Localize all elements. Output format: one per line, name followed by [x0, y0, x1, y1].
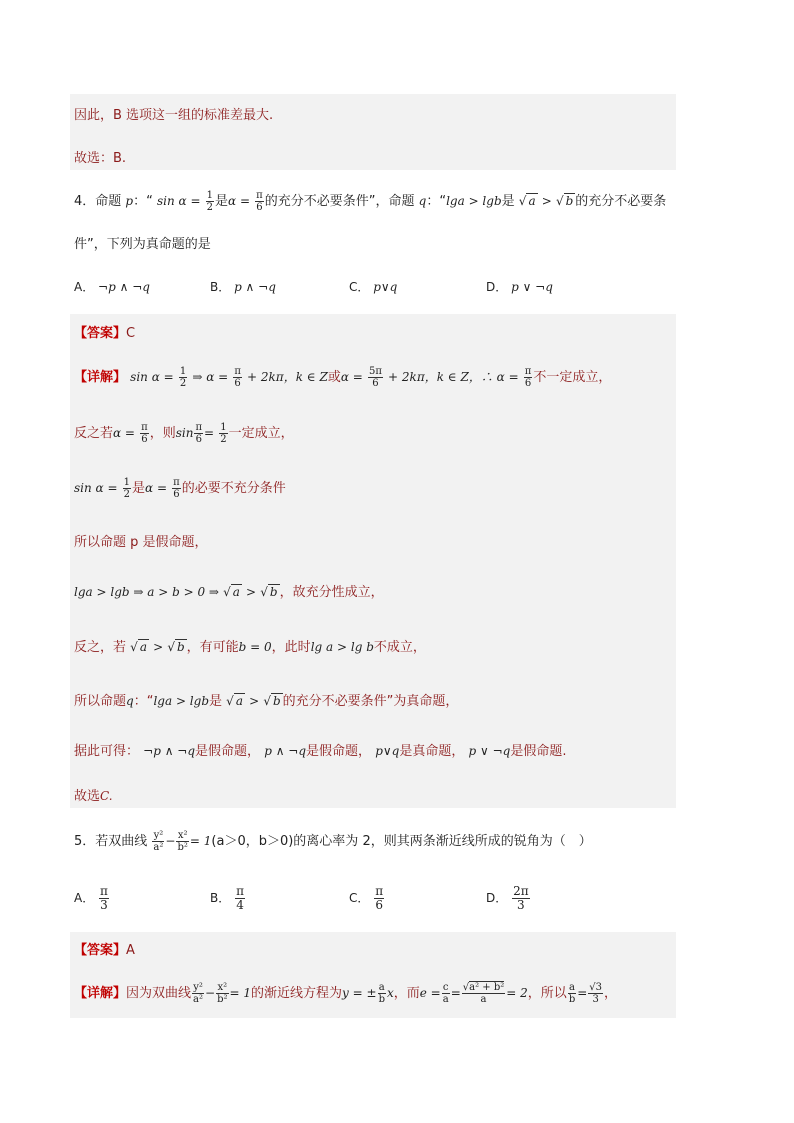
- frac-den: 3: [592, 994, 599, 1005]
- frac-num: π: [173, 477, 180, 488]
- quote-open-2: ：“: [426, 194, 447, 209]
- gt-sign: >: [153, 640, 164, 654]
- prop-p: p: [125, 194, 134, 208]
- frac-den: 2: [179, 378, 187, 389]
- option-label: D．: [486, 891, 508, 905]
- radicand: a² + b²: [469, 982, 505, 993]
- math-expr: ⇒ α =: [192, 370, 229, 384]
- frac-num: π: [100, 884, 108, 898]
- frac-den: 6: [234, 378, 241, 389]
- x2-over-b2: [216, 982, 228, 1005]
- frac-num: a: [569, 982, 575, 993]
- prev-conclusion: 因此，B 选项这一组的标准差最大.: [74, 108, 274, 123]
- pi-over-6: [140, 422, 149, 445]
- frac-num: x²: [177, 830, 188, 841]
- math-expr: =: [204, 426, 215, 440]
- text: 是假命题，: [195, 744, 261, 759]
- q5-stem: [74, 830, 592, 853]
- frac-num: π: [524, 366, 532, 377]
- half-fraction: [206, 190, 214, 213]
- sqrt-a: √ a: [226, 694, 243, 708]
- pi-over-6: [524, 366, 533, 389]
- option-fraction: [99, 885, 109, 912]
- frac-den: 6: [173, 489, 180, 500]
- frac-den: a²: [153, 842, 164, 853]
- radicand: b: [565, 194, 574, 208]
- gt-sign: >: [541, 194, 552, 208]
- text: 故选: [74, 789, 101, 804]
- math-expr: + 2kπ，k ∈ Z: [247, 370, 328, 384]
- option-label: B．: [210, 891, 231, 905]
- frac-den: 4: [236, 898, 244, 912]
- q4-detail-line1: [74, 366, 611, 389]
- frac-den: 6: [524, 378, 532, 389]
- half-fraction: [219, 422, 227, 445]
- frac-den: a²: [193, 994, 204, 1005]
- math-expr: sin α =: [74, 481, 118, 495]
- frac-num: π: [141, 422, 148, 433]
- frac-den: b²: [217, 994, 228, 1005]
- math-expr: = 1: [229, 986, 252, 1000]
- radicand: a: [528, 194, 536, 208]
- option-fraction: [374, 885, 384, 912]
- root3-over-3: [588, 982, 603, 1005]
- frac-den: 2: [220, 434, 227, 445]
- answer-tag: 【答案】: [74, 326, 127, 341]
- frac-num: π: [375, 884, 384, 898]
- math-expr: =: [450, 986, 461, 1000]
- q4-detail-line2: [74, 422, 294, 445]
- q5-option-d[interactable]: [486, 885, 531, 912]
- frac-num: √a² + b²: [462, 982, 505, 993]
- option-label: C．: [349, 280, 370, 294]
- option-fraction: [512, 885, 530, 912]
- math-expr: lg a > lg b: [310, 640, 374, 654]
- frac-num: 2π: [513, 884, 529, 898]
- q4-stem-line1: [74, 190, 666, 213]
- gt-sign: >: [249, 694, 260, 708]
- frac-den: 6: [141, 434, 148, 445]
- frac-den: 3: [100, 898, 108, 912]
- answer-value: A: [126, 943, 135, 958]
- q4-option-c[interactable]: [349, 278, 397, 295]
- q4-option-a[interactable]: [74, 278, 150, 295]
- or-text: 或: [327, 370, 341, 385]
- q5-solution-block: [70, 932, 676, 1018]
- frac-den: 6: [195, 434, 202, 445]
- text: 的充分不必要条件”为真命题，: [282, 694, 459, 709]
- math-expr: sin α =: [130, 370, 174, 384]
- prop-q: q: [418, 194, 427, 208]
- text: 的渐近线方程为: [251, 986, 343, 1001]
- q5-number: 5．若双曲线: [74, 834, 148, 849]
- frac-den: 2: [206, 202, 214, 213]
- text: 一定成立，: [228, 426, 294, 441]
- text: ，所以: [527, 986, 567, 1001]
- is-text-2: 是: [501, 194, 515, 209]
- radicand: b: [272, 694, 281, 708]
- math-expr: α =: [145, 481, 168, 495]
- text: 是真命题，: [399, 744, 465, 759]
- sqrt-a: √ a: [223, 585, 240, 599]
- text: 不成立，: [373, 640, 426, 655]
- text: 的必要不充分条件: [181, 481, 286, 496]
- math-expr: b = 0: [238, 640, 272, 654]
- frac-num: a: [378, 982, 385, 993]
- option-label: C．: [349, 891, 370, 905]
- frac-num: 5π: [368, 366, 382, 377]
- q4-stem-line2: 件”，下列为真命题的是: [74, 237, 211, 252]
- conclusion-text: 不一定成立，: [533, 370, 612, 385]
- q5-detail-line1: [74, 982, 617, 1005]
- q4-answer: [74, 322, 135, 341]
- q4-solution-block: [70, 314, 676, 808]
- sqrt-b: √ b: [260, 585, 278, 599]
- math-expr: C.: [100, 789, 113, 803]
- q4-option-d[interactable]: [486, 278, 553, 295]
- frac-den: 6: [256, 202, 263, 213]
- text: ，故充分性成立，: [279, 585, 384, 600]
- frac-den: a: [480, 994, 487, 1005]
- quote-open: ：“: [133, 194, 153, 209]
- frac-den: 3: [517, 898, 525, 912]
- math-expr: p ∧ ¬q: [264, 744, 307, 758]
- text: 所以命题: [74, 694, 127, 709]
- radicand: b: [176, 640, 185, 654]
- math-expr: + 2kπ，k ∈ Z，∴ α =: [388, 370, 519, 384]
- math-expr: y = ±: [342, 986, 377, 1000]
- frac-num: √3: [589, 982, 603, 993]
- option-expr: p∨q: [373, 280, 398, 294]
- frac-num: π: [256, 190, 263, 201]
- y2-over-a2: [192, 982, 204, 1005]
- minus-sign: −: [165, 834, 176, 848]
- sqrt-a: √ a: [130, 640, 147, 654]
- option-label: A．: [74, 280, 95, 294]
- frac-num: 1: [206, 190, 214, 201]
- answer-tag: 【答案】: [74, 943, 127, 958]
- frac-num: π: [236, 884, 244, 898]
- text: 是: [132, 481, 146, 496]
- detail-tag: 【详解】: [74, 986, 127, 1001]
- a-over-b: [568, 982, 576, 1005]
- math-expr: = 1: [189, 834, 212, 848]
- radicand: a: [139, 640, 147, 654]
- c-over-a: [442, 982, 450, 1005]
- q4-detail-line5: [74, 581, 384, 600]
- pi-over-6: [194, 422, 203, 445]
- x2-over-b2: [176, 830, 188, 853]
- frac-den: 6: [375, 898, 383, 912]
- frac-num: c: [442, 982, 449, 993]
- frac-num: y²: [193, 982, 203, 993]
- option-label: A．: [74, 891, 95, 905]
- radicand: a: [232, 585, 240, 599]
- option-expr: ¬p ∧ ¬q: [98, 280, 150, 294]
- text: 反之若: [74, 426, 114, 441]
- text: ，有可能: [186, 640, 239, 655]
- a-over-b: [378, 982, 386, 1005]
- text: ，: [604, 986, 618, 1001]
- detail-tag: 【详解】: [74, 370, 127, 385]
- pi-over-6: [172, 477, 181, 500]
- q4-detail-line3: [74, 477, 286, 500]
- sqrt-a: √ a: [518, 194, 536, 208]
- frac-den: 2: [123, 489, 131, 500]
- text: 是假命题，: [306, 744, 372, 759]
- math-expr: =: [577, 986, 588, 1000]
- text: 是: [209, 694, 223, 709]
- math-expr: sin: [175, 426, 194, 440]
- math-expr: p ∨ ¬q: [468, 744, 511, 758]
- q5-option-b[interactable]: [210, 885, 246, 912]
- condition-text: (a＞0，b＞0)的离心率为 2，则其两条渐近线所成的锐角为（ ）: [211, 834, 592, 849]
- alpha-eq: α =: [228, 194, 251, 208]
- frac-den: a: [442, 994, 449, 1005]
- frac-den: b: [378, 994, 385, 1005]
- q5-answer: [74, 939, 135, 958]
- lg-inequality: lga > lgb: [446, 194, 502, 208]
- frac-den: b: [568, 994, 576, 1005]
- q4-detail-line4: 所以命题 p 是假命题，: [74, 535, 208, 550]
- math-expr: ¬p ∧ ¬q: [143, 744, 196, 758]
- half-fraction: [179, 366, 187, 389]
- option-expr: p ∧ ¬q: [234, 280, 276, 294]
- frac-den: b²: [177, 842, 188, 853]
- math-expr: p∨q: [375, 744, 400, 758]
- prev-solution-block: [70, 94, 676, 170]
- text: 是假命题.: [510, 744, 567, 759]
- radicand: a: [235, 694, 243, 708]
- frac-num: 1: [123, 477, 131, 488]
- q5-option-c[interactable]: [349, 885, 385, 912]
- prop-q: q: [126, 694, 134, 708]
- math-expr: lga > lgb: [153, 694, 210, 708]
- frac-num: x²: [217, 982, 228, 993]
- q4-number: 4．命题: [74, 194, 122, 209]
- text: ，则: [149, 426, 176, 441]
- q4-detail-line7: [74, 690, 458, 709]
- option-fraction: [235, 885, 245, 912]
- math-expr: α =: [113, 426, 135, 440]
- option-label: B．: [210, 280, 231, 294]
- prev-choice: 故选：B.: [74, 151, 127, 166]
- frac-num: π: [234, 366, 241, 377]
- pi-over-6: [255, 190, 264, 213]
- pi-over-6: [233, 366, 242, 389]
- half-fraction: [123, 477, 131, 500]
- math-expr: = 2: [506, 986, 528, 1000]
- radicand: b: [269, 585, 278, 599]
- math-expr: e =: [419, 986, 441, 1000]
- sqrt-b: √ b: [167, 640, 185, 654]
- option-expr: p ∨ ¬q: [511, 280, 553, 294]
- math-expr: x: [386, 986, 394, 1000]
- math-expr: α =: [340, 370, 363, 384]
- text: ：“: [133, 694, 154, 709]
- text: ，而: [393, 986, 420, 1001]
- q4-option-b[interactable]: [210, 278, 276, 295]
- sin-alpha: sin α =: [157, 194, 201, 208]
- root-fraction: [462, 982, 506, 1005]
- q5-option-a[interactable]: [74, 885, 110, 912]
- text: 据此可得：: [74, 744, 140, 759]
- answer-value: C: [126, 326, 136, 341]
- math-expr: lga > lgb ⇒ a > b > 0 ⇒: [74, 585, 219, 599]
- gt-sign: >: [246, 585, 257, 599]
- text: 因为双曲线: [126, 986, 192, 1001]
- q4-detail-line9: [74, 785, 113, 804]
- frac-num: 1: [220, 422, 227, 433]
- text: ，此时: [271, 640, 311, 655]
- y2-over-a2: [152, 830, 164, 853]
- cond-text-1: 的充分不必要条件”，命题: [264, 194, 415, 209]
- frac-num: 1: [179, 366, 187, 377]
- text: 反之，若: [74, 640, 127, 655]
- five-pi-over-6: [368, 366, 383, 389]
- frac-den: 6: [372, 378, 379, 389]
- q4-detail-line6: [74, 636, 426, 655]
- frac-num: π: [195, 422, 203, 433]
- frac-num: y²: [153, 830, 164, 841]
- sqrt-b: √ b: [263, 694, 281, 708]
- is-text: 是: [215, 194, 229, 209]
- cond-text-2: 的充分不必要条: [575, 194, 667, 209]
- minus-sign: −: [205, 986, 216, 1000]
- option-label: D．: [486, 280, 508, 294]
- sqrt-b: √ b: [555, 194, 574, 208]
- q4-detail-line8: [74, 740, 567, 759]
